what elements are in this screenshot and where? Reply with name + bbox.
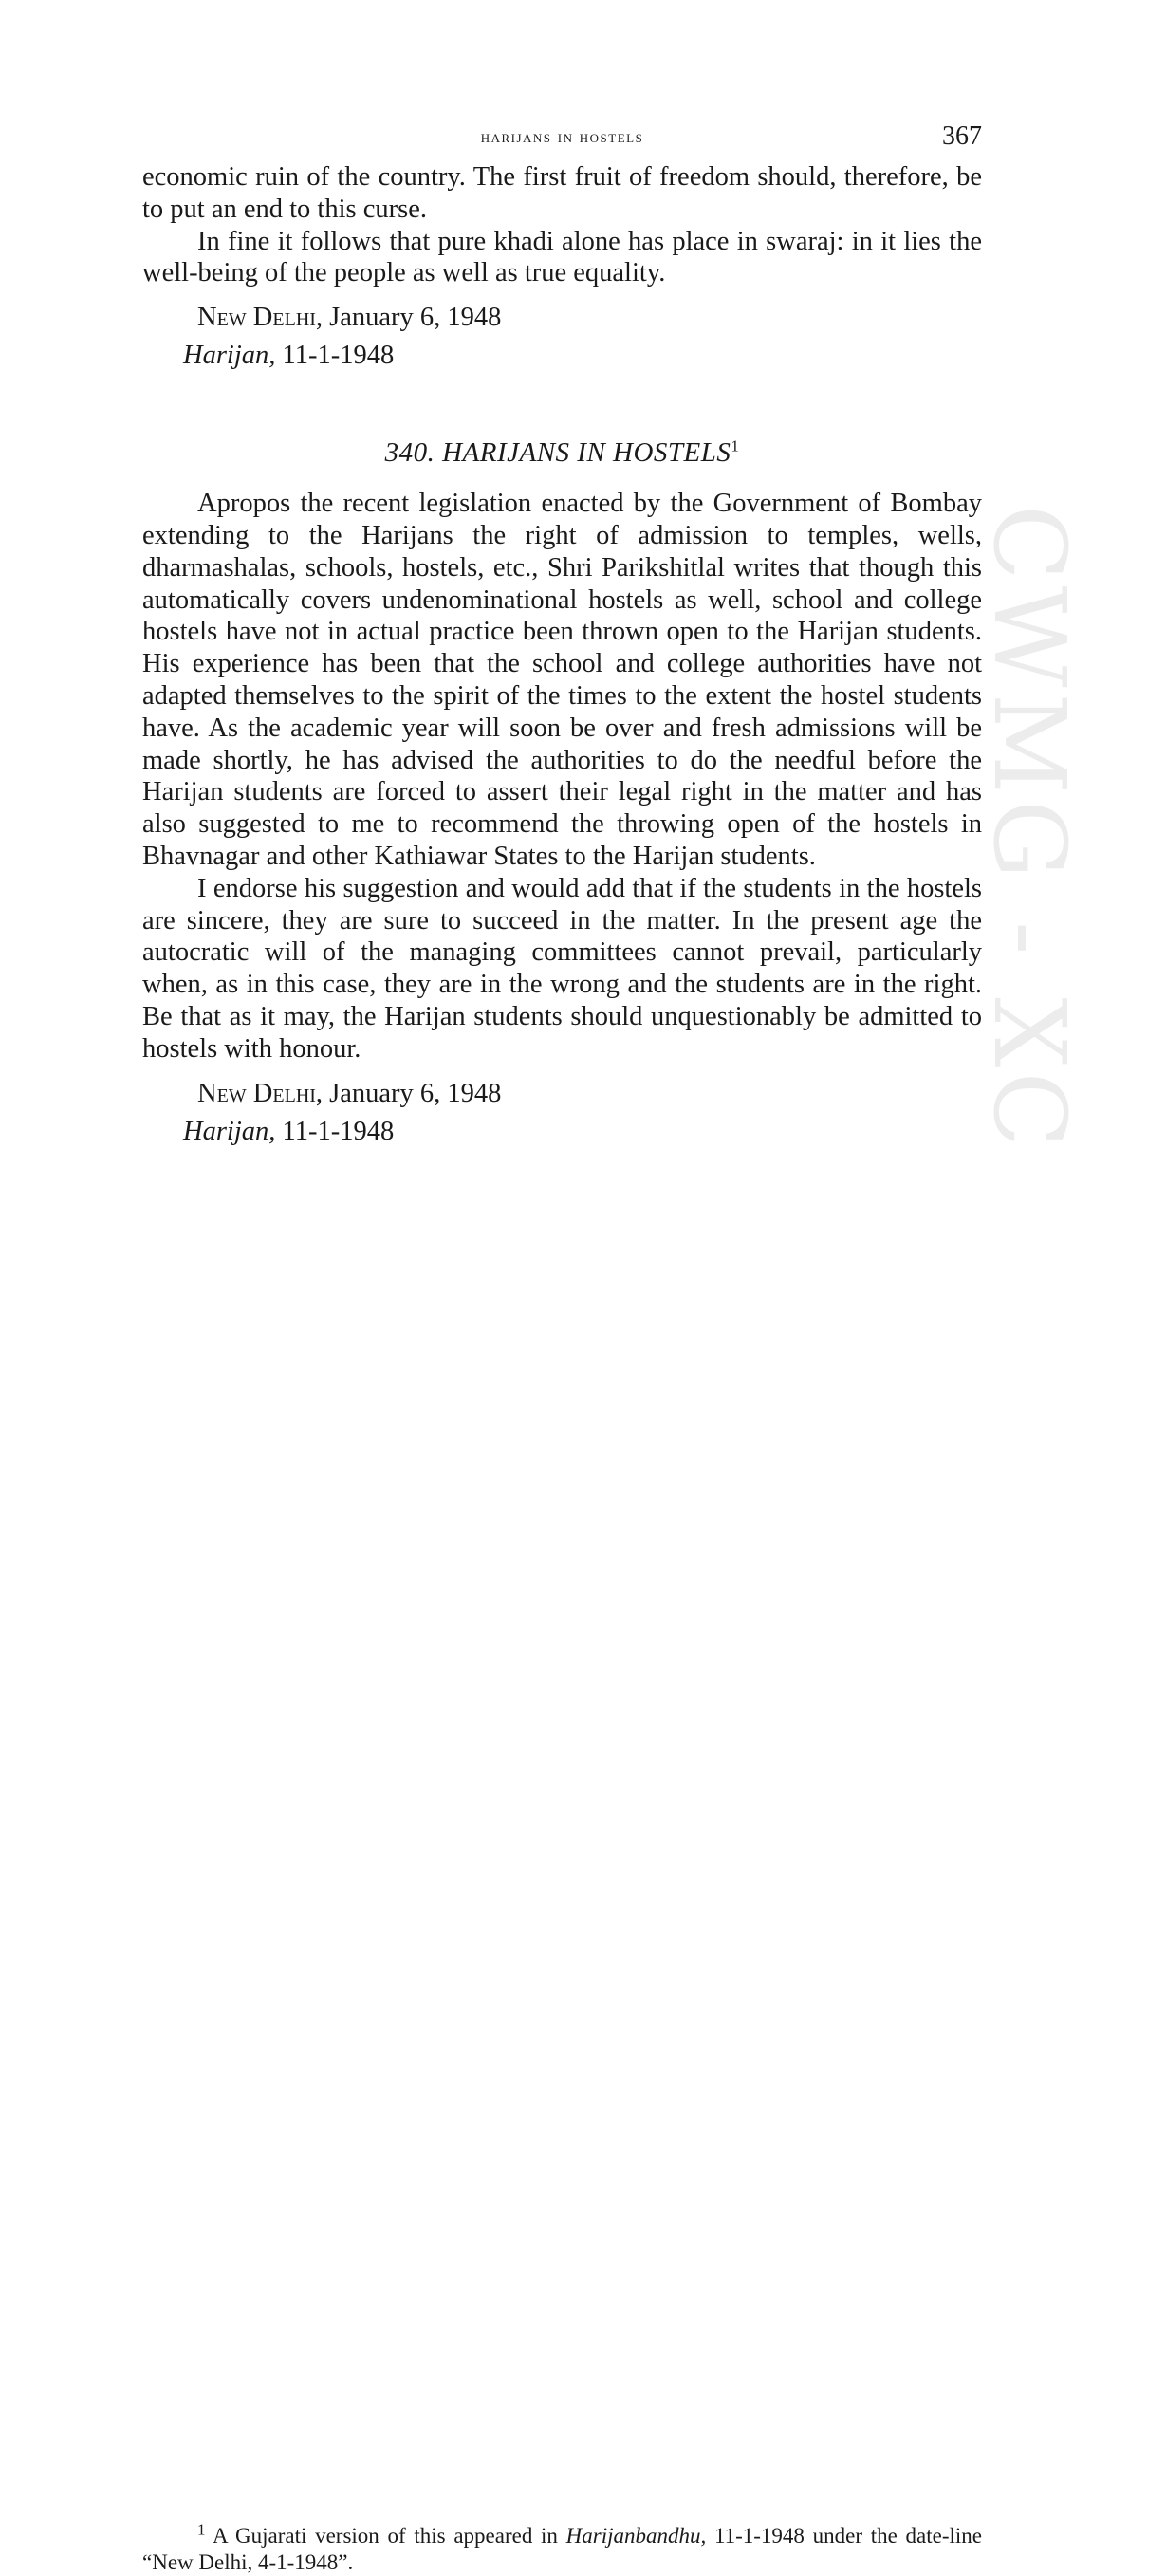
previous-article <box>142 161 982 375</box>
footnote-marker: 1 <box>197 2519 206 2538</box>
watermark: CWMG - XC <box>972 505 1087 1154</box>
dateline <box>197 1075 982 1113</box>
article <box>142 437 982 1150</box>
article-heading-text: 340. HARIJANS IN HOSTELS <box>384 437 731 469</box>
article-heading <box>142 437 982 469</box>
running-head <box>142 114 982 161</box>
paragraph: I endorse his suggestion and would add that if the students in the hostels are sincere, they are sure to succeed in the matter. In the present age the autocratic will of the managing committees cannot prevail, particularly when, as in this case, they are in the wrong and the students are in the right. Be that as it may, the Harijan students should unquestionably be admitted to hostels with honour. <box>142 873 982 1064</box>
source-citation <box>183 337 982 375</box>
footnote-reference: 1 <box>731 436 740 455</box>
dateline-place: New Delhi, <box>197 303 324 333</box>
running-title: harijans in hostels <box>480 127 644 147</box>
source-title: Harijan, <box>183 341 276 371</box>
page-number: 367 <box>942 121 982 151</box>
page <box>142 114 982 1151</box>
source-citation <box>183 1113 982 1151</box>
dateline-date: January 6, 1948 <box>329 1078 502 1108</box>
dateline-date: January 6, 1948 <box>329 303 502 333</box>
source-date: 11-1-1948 <box>282 1116 395 1146</box>
dateline-place: New Delhi, <box>197 1078 324 1108</box>
dateline <box>197 299 982 337</box>
footnote-text-end: 11-1-1948 under the date-line “New Delhi, 4-1-1948”. <box>142 2523 983 2574</box>
source-title: Harijan, <box>183 1116 276 1146</box>
footnote <box>142 2519 983 2576</box>
paragraph: In fine it follows that pure khadi alone has place in swaraj: in it lies the well-being of the people as well as true equality. <box>142 226 982 288</box>
paragraph: economic ruin of the country. The first fruit of freedom should, therefore, be to put an end to this curse. <box>142 162 982 224</box>
source-date: 11-1-1948 <box>282 341 395 371</box>
footnote-publication: Harijanbandhu, <box>565 2523 707 2548</box>
paragraph: Apropos the recent legislation enacted by the Government of Bombay extending to the Harijans the right of admission to temples, wells, dharmashalas, schools, hostels, etc., Shri Parikshitlal writes that though this automatically covers undenominational hostels as well, school and college hostels have not in actual practice been thrown open to the Harijan students. His experience has been that the school and college authorities have not adapted themselves to the spirit of the times to the extent the hostel students have. As the academic year will soon be over and fresh admissions will be made shortly, he has advised the authorities to do the needful before the Harijan students are forced to assert their legal right in the matter and has also suggested to me to recommend the throwing open of the hostels in Bhavnagar and other Kathiawar States to the Harijan students. <box>142 489 982 871</box>
footnote-text: A Gujarati version of this appeared in <box>212 2523 558 2548</box>
